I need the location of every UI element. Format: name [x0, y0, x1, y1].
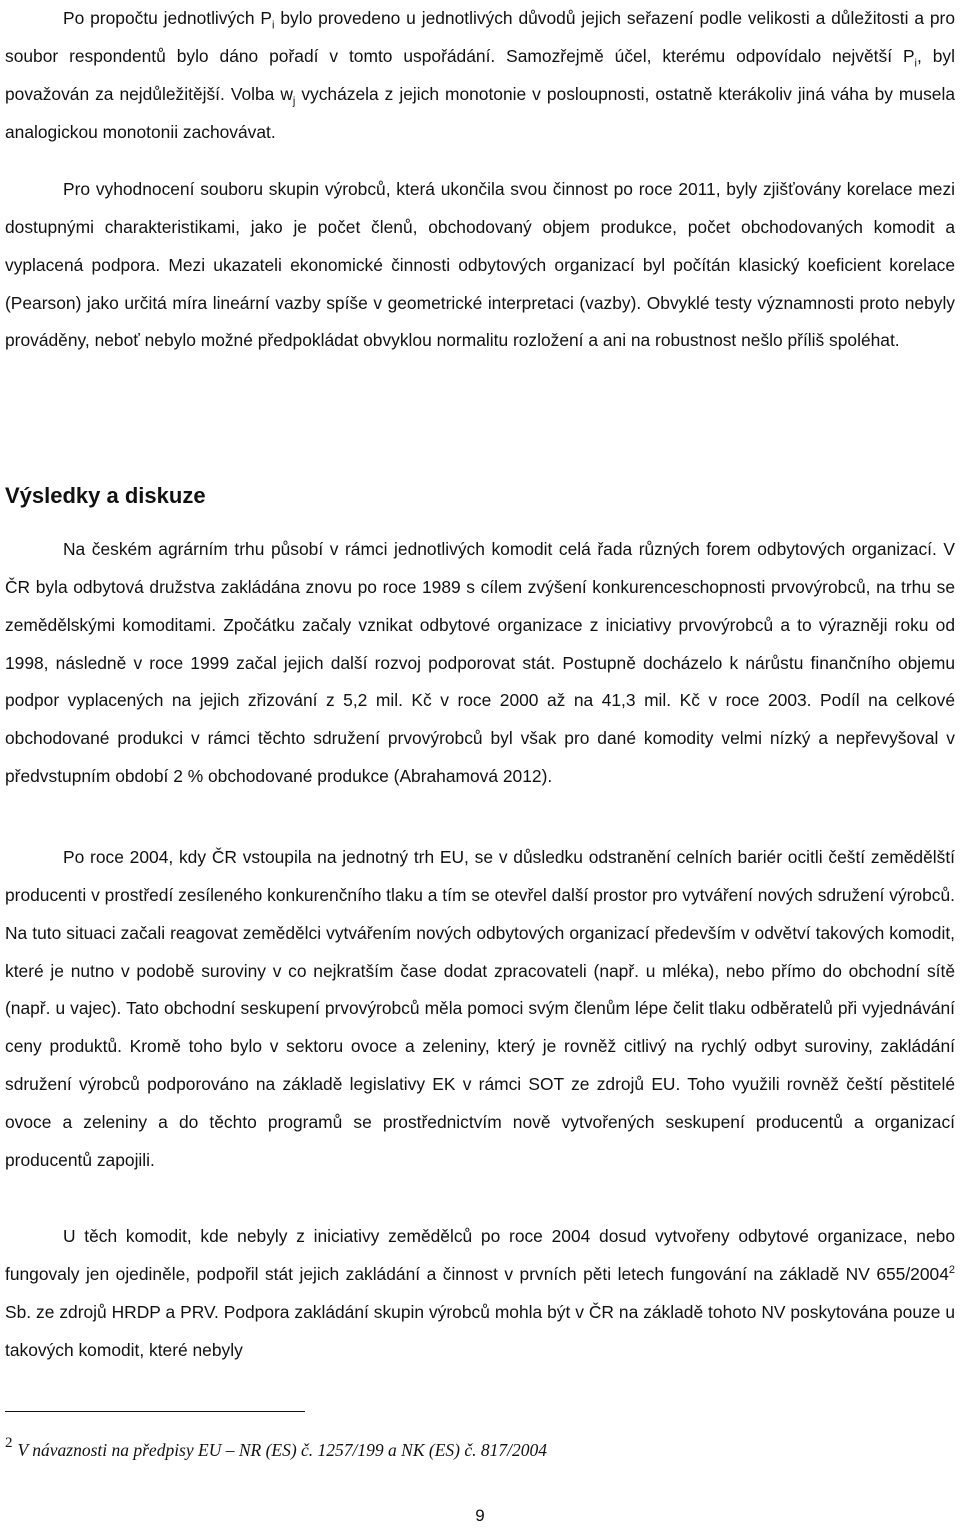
section-heading: Výsledky a diskuze [5, 483, 206, 508]
paragraph-agrarian-market: Na českém agrárním trhu působí v rámci jednotlivých komodit celá řada různých forem odbytových organizací. V ČR byla odbytová družstva zakládána znovu po roce 1989 s cílem zvýšení konkurenceschopnosti prvovýrobců, na trhu se zemědělskými komoditami. Zpočátku začaly vznikat odbytové organizace z iniciativy prvovýrobců a to výrazněji roku od 1998, následně v roce 1999 začal jejich další rozvoj podporovat stát. Postupně docházelo k nárůstu finančního objemu podpor vyplacených na jejich zřizování z 5,2 mil. Kč v roce 2000 až na 41,3 mil. Kč v roce 2003. Podíl na celkové obchodované produkci v rámci těchto sdružení prvovýrobců byl však pro dané komodity velmi nízký a nepřevyšoval v předvstupním období 2 % obchodované produkce (Abrahamová 2012). [5, 539, 955, 787]
paragraph-method-ranking: Po propočtu jednotlivých $P_i$ bylo provedeno u jednotlivých důvodů jejich seřazení podle velikosti a důležitosti a pro soubor respondentů bylo dáno pořadí v tomto uspořádání. Samozřejmě účel, kterému odpovídalo největší $P_i$, byl považován za nejdůležitější. Volba $w_j$ vycházela z jejich monotonie v posloupnosti, ostatně kterákoliv jiná váha by musela analogickou monotonii zachovávat. [5, 8, 955, 142]
footnote-number: 2 [5, 1435, 13, 1451]
footnote-separator [5, 1411, 305, 1412]
paragraph-after-2004: Po roce 2004, kdy ČR vstoupila na jednotný trh EU, se v důsledku odstranění celních bariér ocitli čeští zemědělští producenti v prostředí zesíleného konkurenčního tlaku a tím se otevřel další prostor pro vytváření nových sdružení výrobců. Na tuto situaci začali reagovat zemědělci vytvářením nových odbytových organizací především v odvětví takových komodit, které je nutno v podobě suroviny v co nejkratším čase dodat zpracovateli (např. u mléka), nebo přímo do obchodní sítě (např. u vajec). Tato obchodní seskupení prvovýrobců měla pomoci svým členům lépe čelit tlaku odběratelů při vyjednávání ceny produktů. Kromě toho bylo v sektoru ovoce a zeleniny, který je rovněž citlivý na rychlý odbyt suroviny, zakládání sdružení výrobců podporováno na základě legislativy EK v rámci SOT ze zdrojů EU. Toho využili rovněž čeští pěstitelé ovoce a zeleniny a do těchto programů se prostřednictvím nově vytvořených seskupení producentů a organizací producentů zapojili. [5, 847, 955, 1170]
footnote-reference[interactable]: 2 [948, 1264, 955, 1277]
paragraph-state-support: U těch komodit, kde nebyly z iniciativy zemědělců po roce 2004 dosud vytvořeny odbytové organizace, nebo fungovaly jen ojediněle, podpořil stát jejich zakládání a činnost v prvních pěti letech fungování na základě NV 655/2004$^2$ Sb. ze zdrojů HRDP a PRV. Podpora zakládání skupin výrobců mohla být v ČR na základě tohoto NV poskytována pouze u takových komodit, které nebyly [5, 1226, 955, 1360]
page-number: 9 [475, 1506, 485, 1525]
paragraph-correlation: Pro vyhodnocení souboru skupin výrobců, která ukončila svou činnost po roce 2011, byly zjišťovány korelace mezi dostupnými charakteristikami, jako je počet členů, obchodovaný objem produkce, počet obchodovaných komodit a vyplacená podpora. Mezi ukazateli ekonomické činnosti odbytových organizací byl počítán klasický koeficient korelace (Pearson) jako určitá míra lineární vazby spíše v geometrické interpretaci (vazby). Obvyklé testy významnosti proto nebyly prováděny, neboť nebylo možné předpokládat obvyklou normalitu rozložení a ani na robustnost nešlo příliš spoléhat. [5, 179, 955, 351]
footnote-text: V návaznosti na předpisy EU – NR (ES) č. 1257/199 a NK (ES) č. 817/2004 [17, 1440, 547, 1460]
footnote [5, 1428, 905, 1465]
